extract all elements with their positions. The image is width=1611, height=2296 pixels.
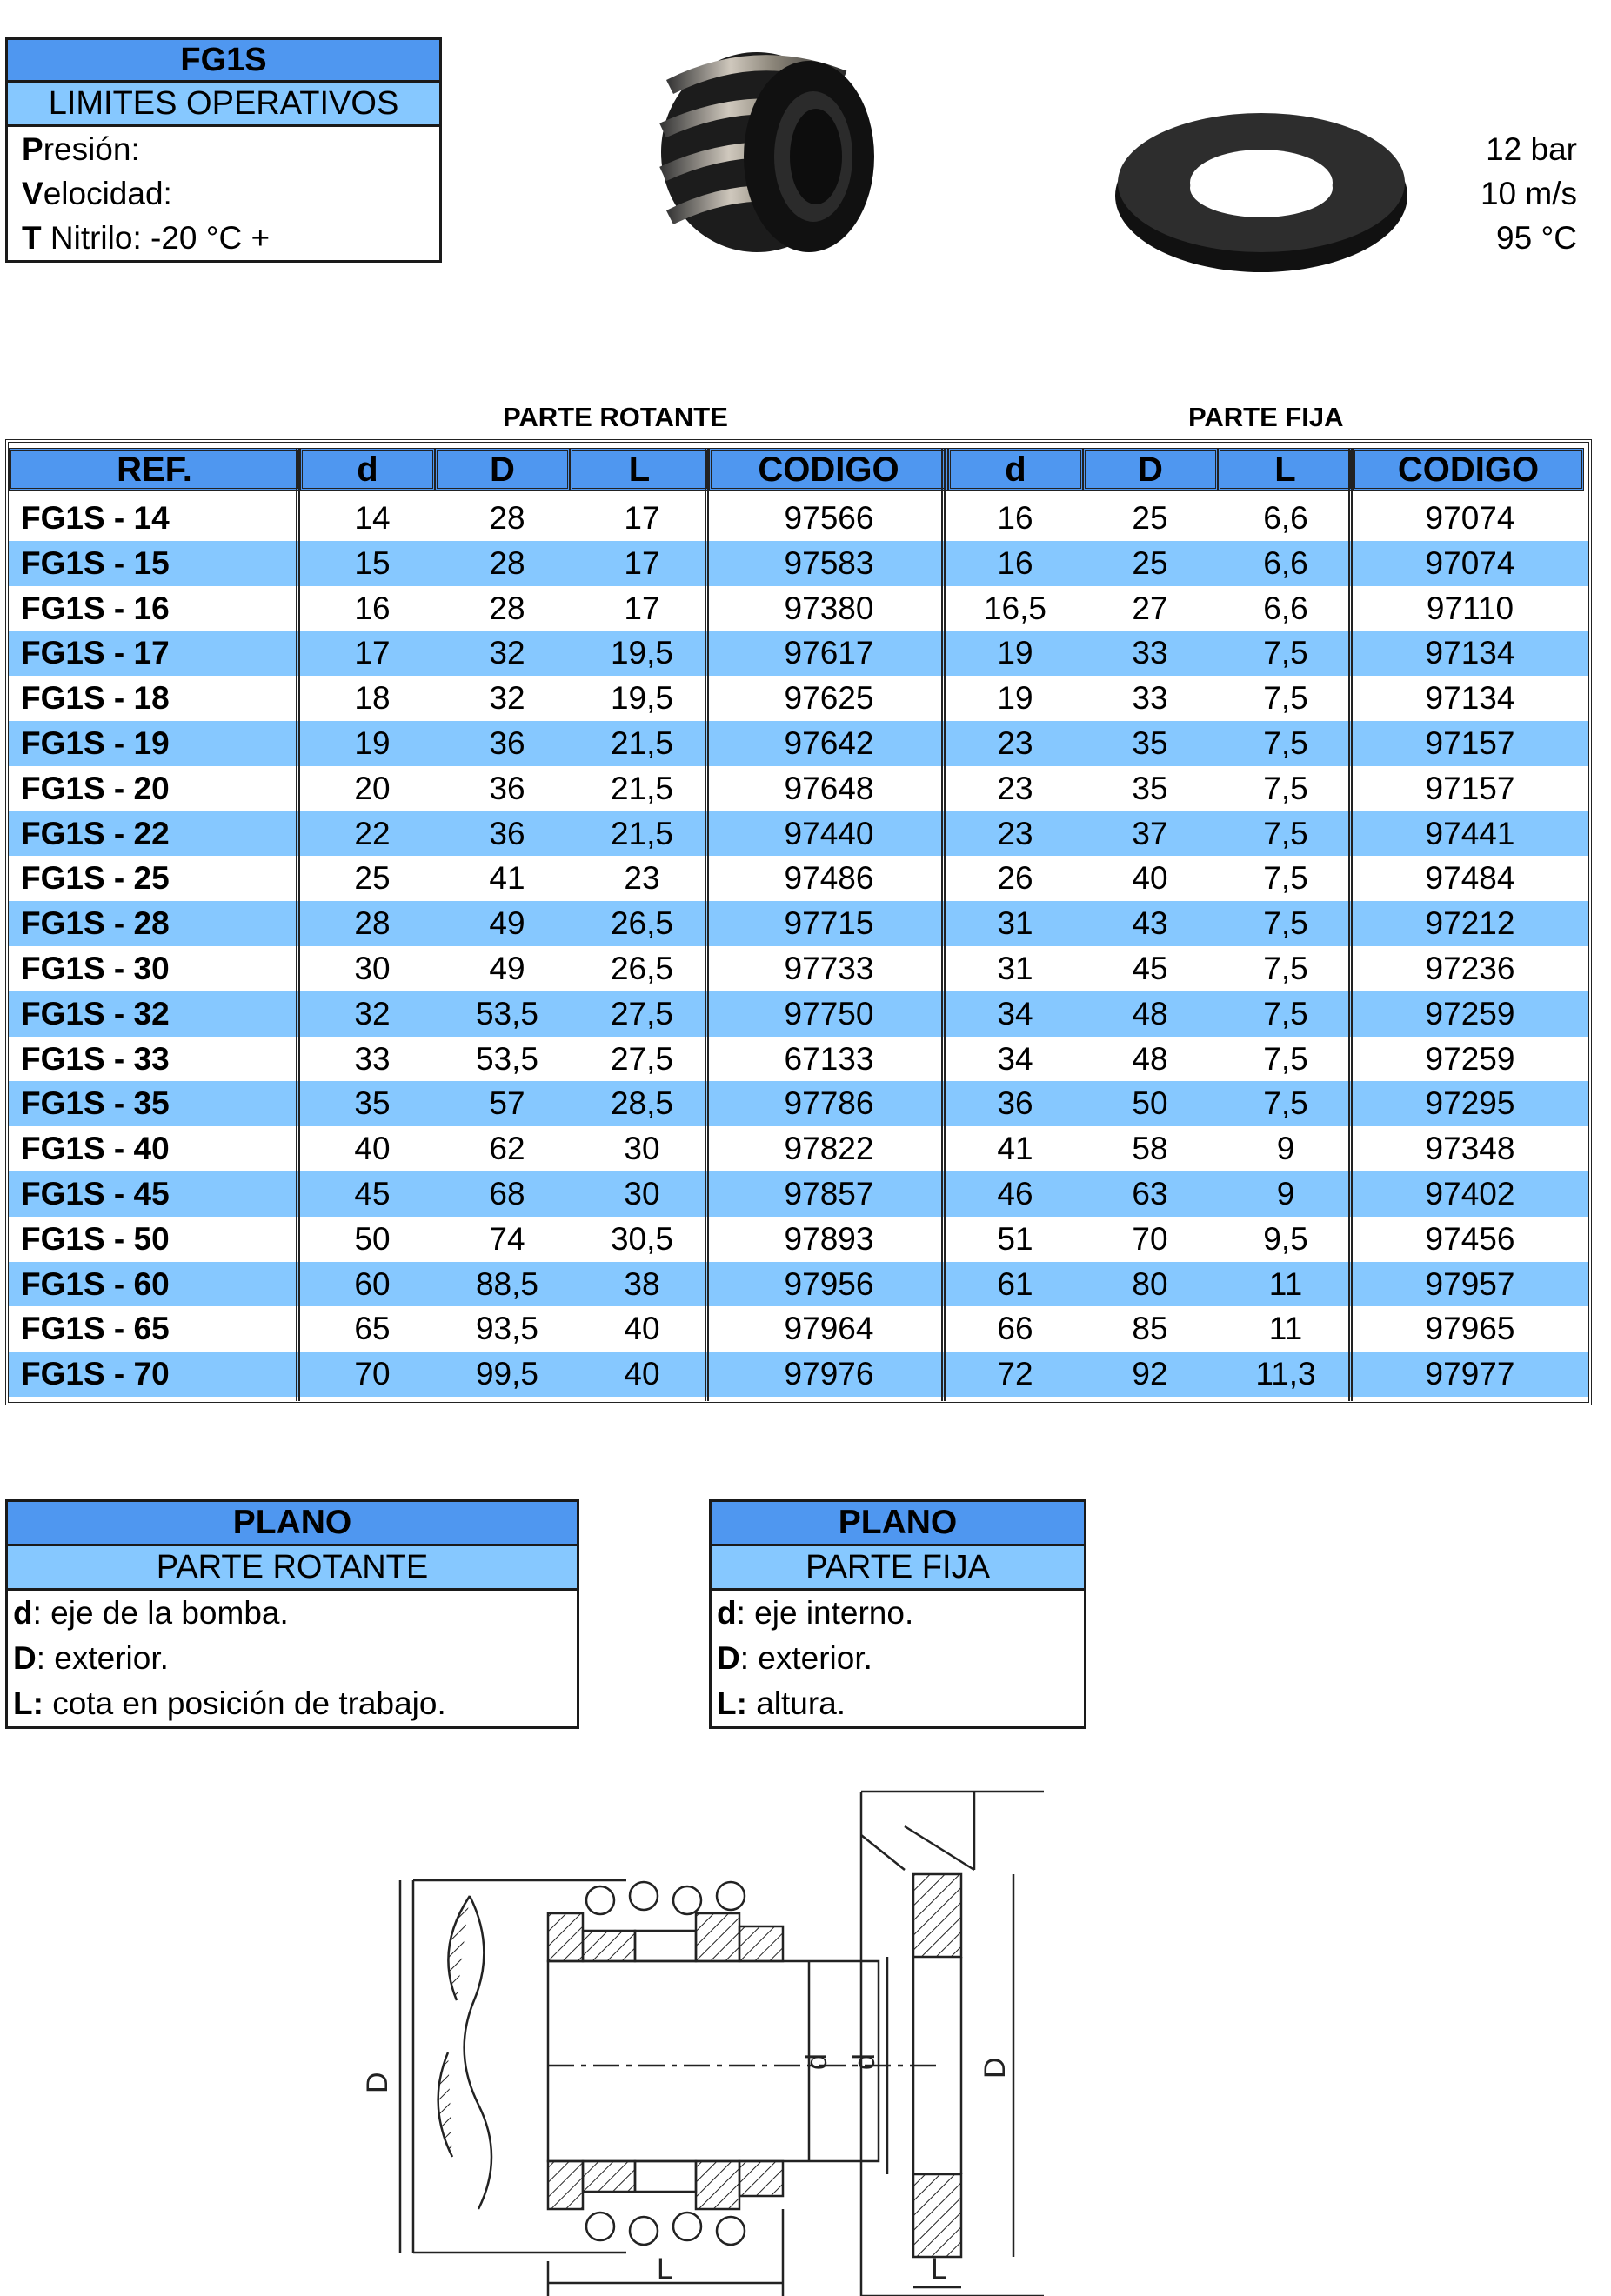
- table-cell: 15: [354, 544, 391, 581]
- table-cell: 35: [1132, 725, 1168, 761]
- table-cell: 66: [997, 1311, 1033, 1347]
- table-cell: 53,5: [475, 995, 538, 1031]
- table-cell: 97157: [1425, 770, 1515, 806]
- table-cell: 70: [354, 1356, 391, 1392]
- table-cell: 53,5: [475, 1040, 538, 1077]
- plano-line: d: eje de la bomba.: [13, 1595, 289, 1631]
- section-fixed: PARTE FIJA: [1188, 402, 1344, 432]
- table-cell: 28: [489, 500, 525, 536]
- limits-subtitle: LIMITES OPERATIVOS: [8, 83, 439, 127]
- table-cell: 7,5: [1263, 725, 1308, 761]
- table-cell: 40: [1132, 860, 1168, 897]
- table-cell: 48: [1132, 995, 1168, 1031]
- table-cell: 97259: [1425, 1040, 1515, 1077]
- table-cell: 41: [997, 1131, 1033, 1167]
- table-header-cell: L: [1218, 448, 1353, 491]
- table-cell: 40: [624, 1311, 660, 1347]
- limit-value: 95 °C: [1496, 220, 1577, 256]
- table-cell: 97648: [784, 770, 874, 806]
- table-cell: 11,3: [1255, 1356, 1316, 1392]
- plano-line: L: cota en posición de trabajo.: [13, 1685, 446, 1721]
- table-cell: 7,5: [1263, 1085, 1308, 1122]
- table-cell: 67133: [784, 1040, 874, 1077]
- table-cell: 33: [354, 1040, 391, 1077]
- table-cell: 80: [1132, 1265, 1168, 1302]
- plano-line: L: altura.: [717, 1685, 846, 1721]
- plano-rotating-box: [5, 1499, 579, 1729]
- table-cell: 6,6: [1263, 500, 1308, 536]
- ref-cell: FG1S - 35: [21, 1085, 170, 1122]
- table-cell: 97402: [1425, 1176, 1515, 1211]
- table-cell: 19: [997, 680, 1033, 717]
- table-cell: 51: [997, 1220, 1033, 1257]
- table-cell: 97212: [1425, 905, 1515, 942]
- table-cell: 97642: [784, 725, 874, 761]
- table-cell: 19,5: [610, 680, 673, 717]
- table-cell: 7,5: [1263, 635, 1308, 671]
- plano-line: D: exterior.: [717, 1640, 872, 1676]
- table-cell: 30: [624, 1131, 660, 1167]
- table-cell: 27,5: [610, 1040, 673, 1077]
- table-cell: 28: [489, 544, 525, 581]
- ref-cell: FG1S - 45: [21, 1176, 170, 1211]
- table-cell: 7,5: [1263, 815, 1308, 851]
- table-cell: 23: [997, 725, 1033, 761]
- table-cell: 97380: [784, 590, 874, 626]
- table-cell: 33: [1132, 635, 1168, 671]
- table-cell: 49: [489, 951, 525, 986]
- table-cell: 16: [997, 544, 1033, 581]
- table-cell: 27,5: [610, 995, 673, 1031]
- table-cell: 27: [1132, 590, 1168, 626]
- table-cell: 97750: [784, 995, 874, 1031]
- table-cell: 49: [489, 905, 525, 942]
- table-cell: 37: [1132, 815, 1168, 851]
- table-cell: 97074: [1425, 500, 1515, 536]
- plano-rotating-subtitle: PARTE ROTANTE: [8, 1546, 577, 1591]
- table-cell: 50: [1132, 1085, 1168, 1122]
- ref-cell: FG1S - 65: [21, 1311, 170, 1347]
- dim-label-L-fixed: L: [931, 2253, 947, 2286]
- table-cell: 93,5: [475, 1311, 538, 1347]
- ref-cell: FG1S - 14: [21, 500, 170, 536]
- table-cell: 40: [624, 1356, 660, 1392]
- ref-cell: FG1S - 32: [21, 995, 170, 1031]
- ref-cell: FG1S - 18: [21, 680, 170, 717]
- table-cell: 11: [1268, 1265, 1303, 1302]
- table-cell: 6,6: [1263, 544, 1308, 581]
- table-cell: 32: [489, 635, 525, 671]
- table-cell: 16: [997, 500, 1033, 536]
- table-cell: 45: [354, 1176, 391, 1211]
- table-cell: 7,5: [1263, 680, 1308, 717]
- table-cell: 7,5: [1263, 860, 1308, 897]
- limit-label: Nitrilo: -20 °C +: [41, 220, 271, 256]
- table-cell: 97441: [1425, 815, 1515, 851]
- table-cell: 25: [1132, 500, 1168, 536]
- table-cell: 70: [1132, 1220, 1168, 1257]
- table-cell: 50: [354, 1220, 391, 1257]
- table-cell: 65: [354, 1311, 391, 1347]
- dim-label-d-fixed: d: [848, 2053, 881, 2070]
- table-cell: 46: [997, 1176, 1033, 1211]
- ref-cell: FG1S - 28: [21, 905, 170, 942]
- table-cell: 7,5: [1263, 951, 1308, 986]
- table-divider: [1348, 448, 1353, 1401]
- fixed-ring-image: [1105, 96, 1418, 278]
- table-cell: 35: [1132, 770, 1168, 806]
- ref-cell: FG1S - 20: [21, 770, 170, 806]
- rotating-seal-image: [626, 26, 887, 278]
- table-cell: 7,5: [1263, 905, 1308, 942]
- table-cell: 7,5: [1263, 1040, 1308, 1077]
- table-cell: 97957: [1425, 1265, 1515, 1302]
- table-cell: 26: [997, 860, 1033, 897]
- table-cell: 23: [624, 860, 660, 897]
- table-cell: 25: [354, 860, 391, 897]
- dim-label-d-rotating: d: [800, 2053, 833, 2070]
- plano-line: d: eje interno.: [717, 1595, 914, 1631]
- table-header-cell: d: [948, 448, 1083, 491]
- table-cell: 14: [354, 500, 391, 536]
- table-cell: 97566: [784, 500, 874, 536]
- table-cell: 45: [1132, 951, 1168, 986]
- table-cell: 28,5: [610, 1085, 673, 1122]
- table-cell: 28: [354, 905, 391, 942]
- table-cell: 21,5: [610, 815, 673, 851]
- table-cell: 7,5: [1263, 995, 1308, 1031]
- table-cell: 26,5: [610, 905, 673, 942]
- limit-value: 12 bar: [1486, 131, 1577, 167]
- table-cell: 97964: [784, 1311, 874, 1347]
- table-header-cell: CODIGO: [1353, 448, 1584, 491]
- table-cell: 97074: [1425, 544, 1515, 581]
- table-cell: 28: [489, 590, 525, 626]
- table-cell: 97348: [1425, 1131, 1515, 1167]
- table-cell: 17: [624, 500, 660, 536]
- limit-label: elocidad:: [43, 176, 172, 211]
- ref-cell: FG1S - 17: [21, 635, 170, 671]
- table-cell: 97617: [784, 635, 874, 671]
- table-cell: 68: [489, 1176, 525, 1211]
- dim-label-D-fixed: D: [979, 2057, 1012, 2079]
- table-cell: 97110: [1426, 590, 1514, 626]
- table-cell: 97733: [784, 951, 874, 986]
- table-cell: 9: [1276, 1131, 1295, 1167]
- table-cell: 19: [997, 635, 1033, 671]
- limit-initial: P: [22, 131, 43, 167]
- table-cell: 22: [354, 815, 391, 851]
- table-cell: 19: [354, 725, 391, 761]
- table-cell: 62: [489, 1131, 525, 1167]
- table-cell: 6,6: [1263, 590, 1308, 626]
- table-cell: 48: [1132, 1040, 1168, 1077]
- table-cell: 97977: [1425, 1356, 1515, 1392]
- table-cell: 41: [489, 860, 525, 897]
- table-cell: 20: [354, 770, 391, 806]
- plano-fixed-title: PLANO: [712, 1502, 1084, 1546]
- table-cell: 17: [624, 590, 660, 626]
- table-cell: 32: [489, 680, 525, 717]
- table-cell: 36: [997, 1085, 1033, 1122]
- table-cell: 97134: [1425, 635, 1515, 671]
- table-cell: 97583: [784, 544, 874, 581]
- table-cell: 34: [997, 995, 1033, 1031]
- table-cell: 97786: [784, 1085, 874, 1122]
- plano-line: D: exterior.: [13, 1640, 169, 1676]
- table-cell: 63: [1132, 1176, 1168, 1211]
- table-cell: 72: [997, 1356, 1033, 1392]
- table-cell: 34: [997, 1040, 1033, 1077]
- table-cell: 61: [997, 1265, 1033, 1302]
- table-cell: 97259: [1425, 995, 1515, 1031]
- table-cell: 33: [1132, 680, 1168, 717]
- table-cell: 88,5: [475, 1265, 538, 1302]
- ref-cell: FG1S - 30: [21, 951, 170, 986]
- table-cell: 18: [354, 680, 391, 717]
- table-cell: 43: [1132, 905, 1168, 942]
- table-cell: 97893: [784, 1220, 874, 1257]
- ref-cell: FG1S - 60: [21, 1265, 170, 1302]
- table-cell: 9,5: [1263, 1220, 1308, 1257]
- operating-limits-box: [5, 37, 1577, 263]
- limit-label: resión:: [43, 131, 140, 167]
- table-cell: 35: [354, 1085, 391, 1122]
- ref-cell: FG1S - 50: [21, 1220, 170, 1257]
- table-cell: 25: [1132, 544, 1168, 581]
- section-rotating: PARTE ROTANTE: [503, 402, 728, 432]
- dim-label-L-rotating: L: [657, 2253, 673, 2286]
- table-cell: 60: [354, 1265, 391, 1302]
- table-cell: 23: [997, 815, 1033, 851]
- limit-initial: V: [22, 176, 43, 211]
- ref-cell: FG1S - 16: [21, 590, 170, 626]
- table-cell: 97625: [784, 680, 874, 717]
- table-header-cell: CODIGO: [709, 448, 948, 491]
- ref-cell: FG1S - 25: [21, 860, 170, 897]
- table-cell: 9: [1276, 1176, 1295, 1211]
- table-cell: 97134: [1425, 680, 1515, 717]
- table-cell: 11: [1268, 1311, 1303, 1347]
- table-cell: 21,5: [610, 725, 673, 761]
- table-header-cell: D: [1083, 448, 1218, 491]
- table-cell: 31: [997, 951, 1033, 986]
- table-cell: 97956: [784, 1265, 874, 1302]
- table-header-cell: REF.: [9, 448, 300, 491]
- table-cell: 36: [489, 815, 525, 851]
- table-header-cell: L: [570, 448, 709, 491]
- table-cell: 92: [1132, 1356, 1168, 1392]
- table-cell: 38: [624, 1265, 660, 1302]
- table-cell: 97236: [1425, 951, 1515, 986]
- table-header-cell: d: [300, 448, 435, 491]
- table-cell: 7,5: [1263, 770, 1308, 806]
- ref-cell: FG1S - 22: [21, 815, 170, 851]
- table-cell: 97715: [784, 905, 874, 942]
- table-cell: 85: [1132, 1311, 1168, 1347]
- table-cell: 16,5: [983, 590, 1046, 626]
- table-cell: 57: [489, 1085, 525, 1122]
- table-cell: 97484: [1425, 860, 1515, 897]
- table-cell: 30: [354, 951, 391, 986]
- table-cell: 99,5: [475, 1356, 538, 1392]
- table-cell: 97157: [1425, 725, 1515, 761]
- table-cell: 26,5: [610, 951, 673, 986]
- ref-cell: FG1S - 33: [21, 1040, 170, 1077]
- table-cell: 23: [997, 770, 1033, 806]
- table-cell: 97857: [784, 1176, 874, 1211]
- table-cell: 97822: [784, 1131, 874, 1167]
- table-cell: 30: [624, 1176, 660, 1211]
- table-cell: 97965: [1425, 1311, 1515, 1347]
- table-cell: 97486: [784, 860, 874, 897]
- table-cell: 74: [489, 1220, 525, 1257]
- table-cell: 32: [354, 995, 391, 1031]
- table-cell: 16: [354, 590, 391, 626]
- table-cell: 30,5: [610, 1220, 673, 1257]
- ref-cell: FG1S - 70: [21, 1356, 170, 1392]
- plano-rotating-title: PLANO: [8, 1502, 577, 1546]
- ref-cell: FG1S - 40: [21, 1131, 170, 1167]
- table-divider: [941, 448, 946, 1401]
- ref-cell: FG1S - 19: [21, 725, 170, 761]
- limit-value: 10 m/s: [1480, 176, 1577, 211]
- table-cell: 17: [624, 544, 660, 581]
- limits-title: FG1S: [8, 40, 439, 83]
- table-cell: 97976: [784, 1356, 874, 1392]
- table-cell: 31: [997, 905, 1033, 942]
- plano-fixed-subtitle: PARTE FIJA: [712, 1546, 1084, 1591]
- table-cell: 97295: [1425, 1085, 1515, 1122]
- table-header-cell: D: [435, 448, 570, 491]
- table-cell: 21,5: [610, 770, 673, 806]
- table-cell: 19,5: [610, 635, 673, 671]
- table-cell: 58: [1132, 1131, 1168, 1167]
- limit-initial: T: [22, 220, 42, 256]
- table-cell: 36: [489, 725, 525, 761]
- table-cell: 97456: [1425, 1220, 1515, 1257]
- technical-drawing: [361, 1774, 1131, 2296]
- table-cell: 40: [354, 1131, 391, 1167]
- table-divider: [705, 448, 709, 1401]
- table-cell: 97440: [784, 815, 874, 851]
- table-divider: [296, 448, 300, 1401]
- ref-cell: FG1S - 15: [21, 544, 170, 581]
- table-cell: 17: [354, 635, 391, 671]
- plano-fixed-box: [709, 1499, 1086, 1729]
- dim-label-D-rotating: D: [361, 2072, 394, 2093]
- table-cell: 36: [489, 770, 525, 806]
